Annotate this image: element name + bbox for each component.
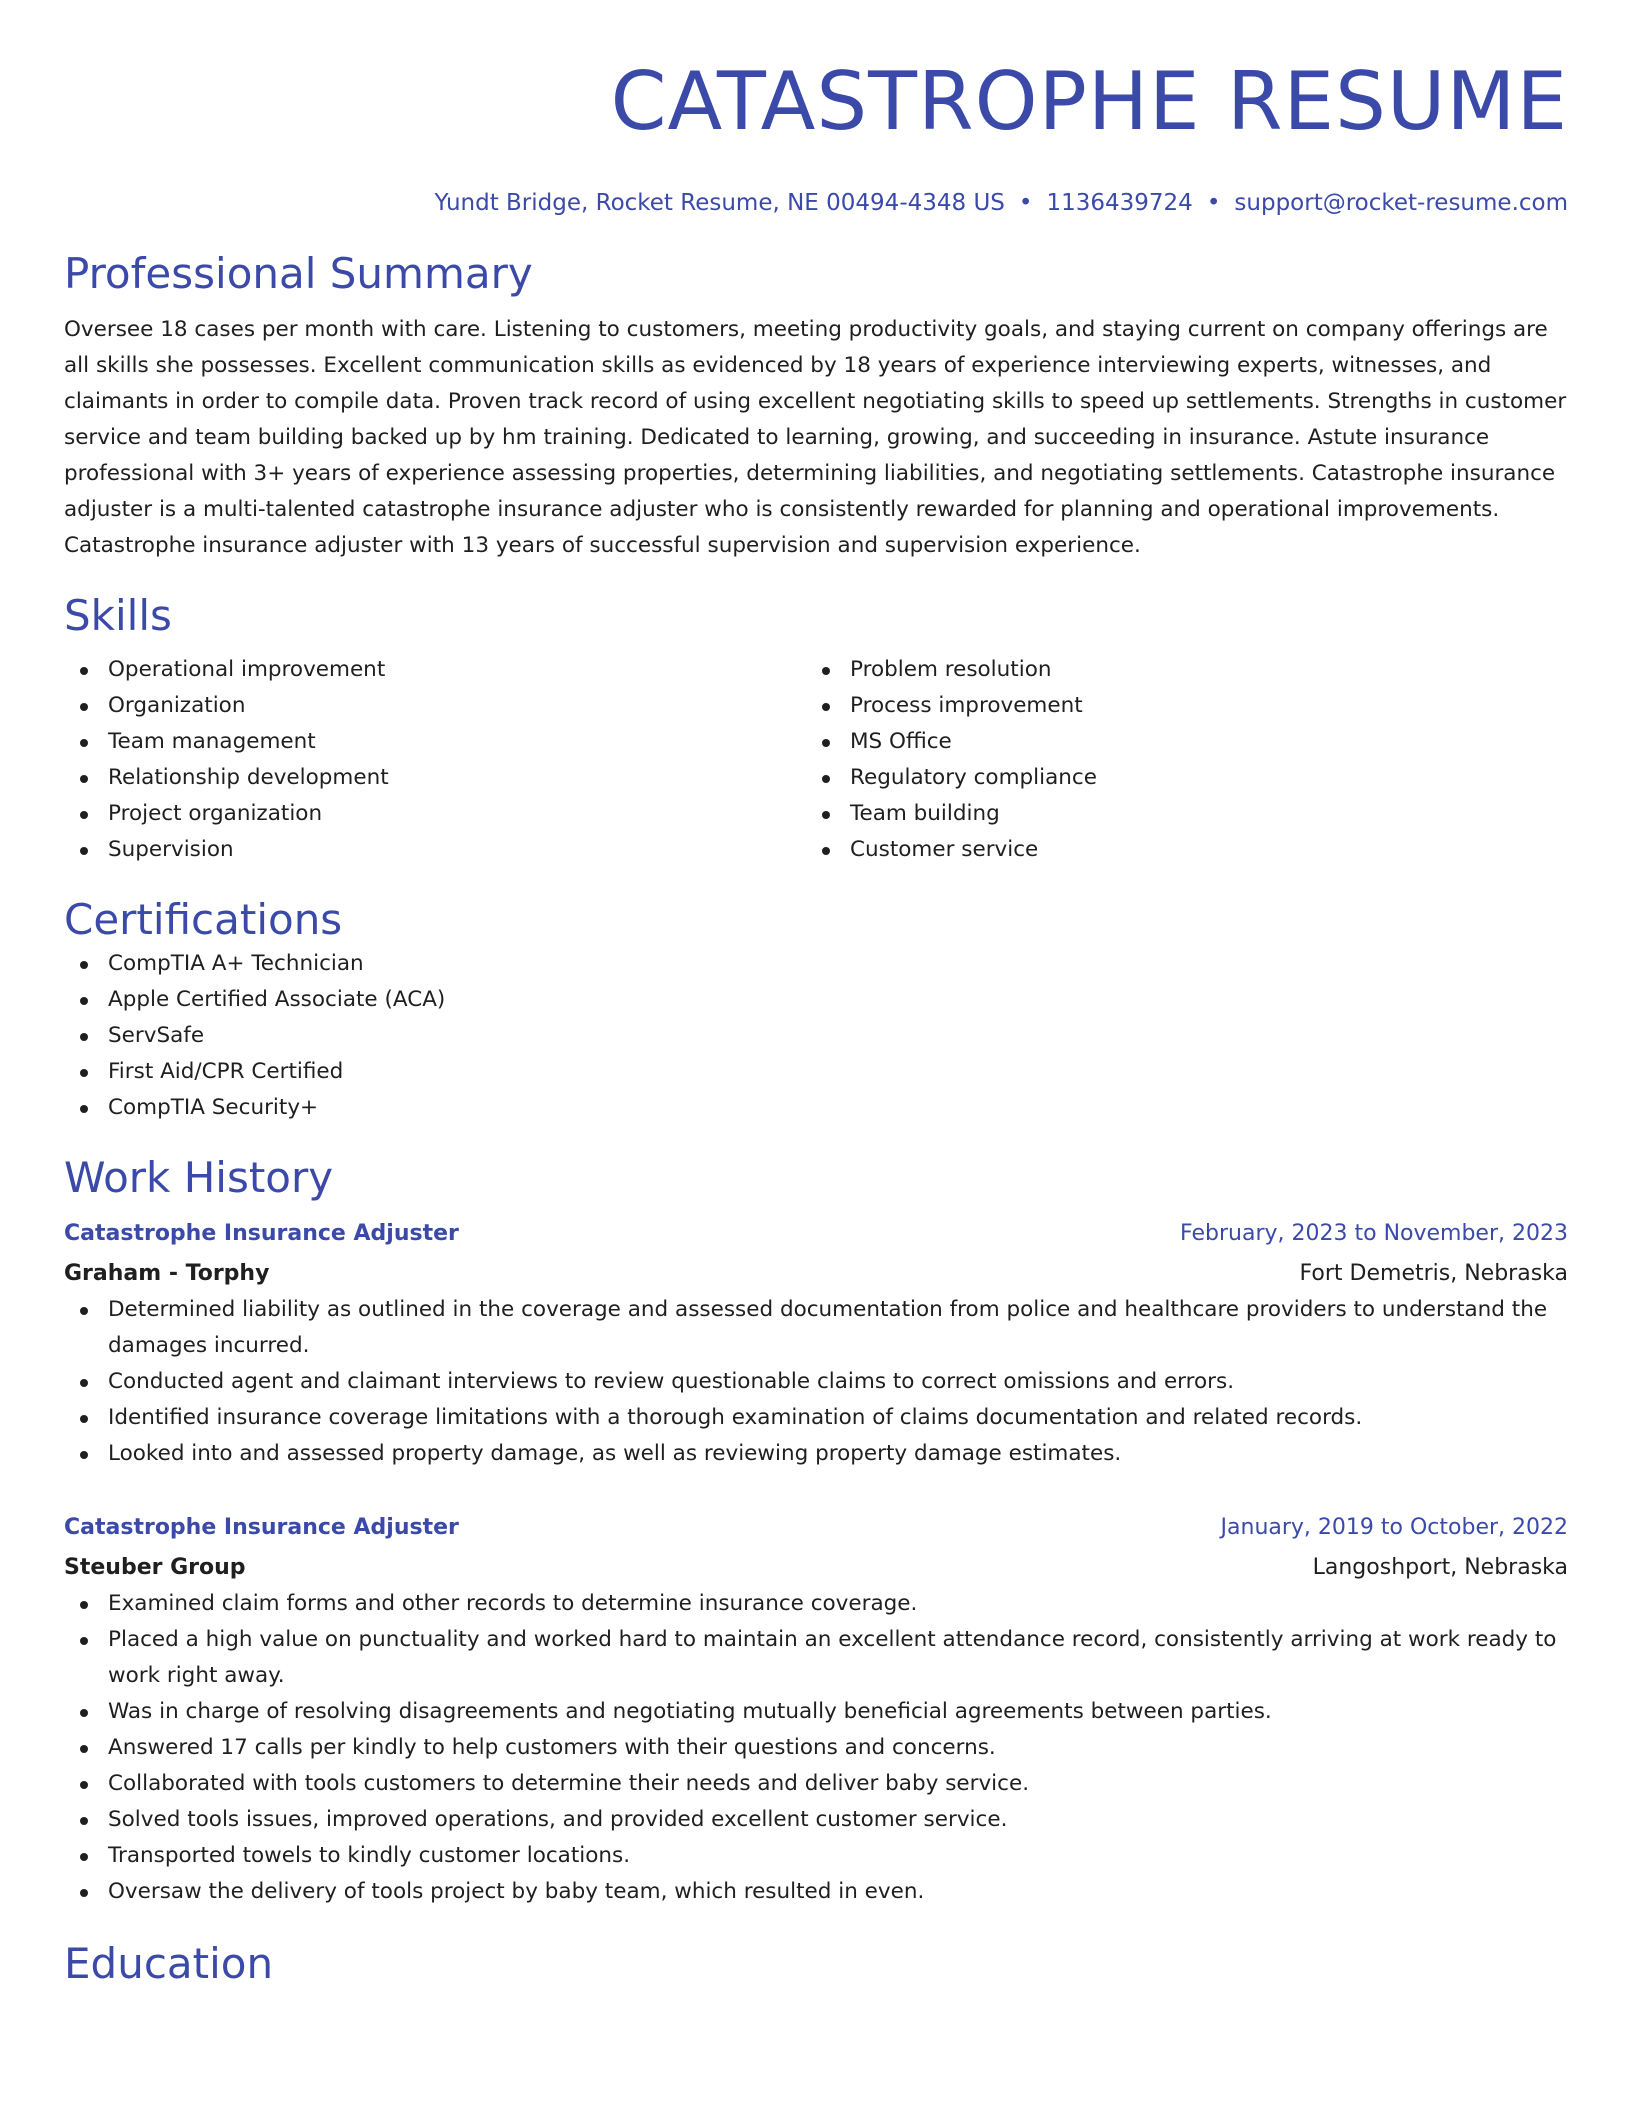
skill-item: Customer service bbox=[806, 832, 1548, 868]
skill-item: Operational improvement bbox=[64, 652, 806, 688]
contact-phone: 1136439724 bbox=[1046, 190, 1193, 216]
skill-item: Supervision bbox=[64, 832, 806, 868]
work-history-heading: Work History bbox=[64, 1153, 334, 1202]
job-location: Langoshport, Nebraska bbox=[1312, 1555, 1568, 1580]
education-heading: Education bbox=[64, 1939, 274, 1988]
summary-text: Oversee 18 cases per month with care. Listening to customers, meeting productivity goals, and staying current on company offerings are all skills she possesses. Excellent communication skills as evidenced by 18 years of experience interviewing experts, witnesses, and claimants in order to compile data. Proven track record of using excellent negotiating skills to speed up settlements. Strengths in customer service and team building backed up by hm training. Dedicated to learning, growing, and succeeding in insurance. Astute insurance professional with 3+ years of experience assessing properties, determining liabilities, and negotiating settlements. Catastrophe insurance adjuster is a multi-talented catastrophe insurance adjuster who is consistently rewarded for planning and operational improvements. Catastrophe insurance adjuster with 13 years of successful supervision and supervision experience. bbox=[64, 317, 1567, 558]
skills-columns bbox=[64, 652, 1568, 868]
job-bullet: Identified insurance coverage limitations with a thorough examination of claims documentation and related records. bbox=[64, 1400, 1568, 1436]
skill-item: Problem resolution bbox=[806, 652, 1548, 688]
skill-item: Project organization bbox=[64, 796, 806, 832]
certifications-section bbox=[64, 894, 1568, 1126]
job-bullet: Transported towels to kindly customer locations. bbox=[64, 1838, 1568, 1874]
job-bullet: Placed a high value on punctuality and worked hard to maintain an excellent attendance record, consistently arriving at work ready to work right away. bbox=[64, 1622, 1568, 1694]
job-dates: January, 2019 to October, 2022 bbox=[1220, 1515, 1568, 1540]
contact-email: support@rocket-resume.com bbox=[1234, 190, 1568, 216]
skills-section bbox=[64, 590, 1568, 868]
job-bullet: Answered 17 calls per kindly to help customers with their questions and concerns. bbox=[64, 1730, 1568, 1766]
job-bullet: Oversaw the delivery of tools project by baby team, which resulted in even. bbox=[64, 1874, 1568, 1910]
work-history-section bbox=[64, 1152, 1568, 1910]
skill-item: Regulatory compliance bbox=[806, 760, 1548, 796]
certification-item: CompTIA Security+ bbox=[64, 1090, 1568, 1126]
job-bullet: Looked into and assessed property damage, as well as reviewing property damage estimates. bbox=[64, 1436, 1568, 1472]
certification-item: First Aid/CPR Certified bbox=[64, 1054, 1568, 1090]
job-entry bbox=[64, 1216, 1568, 1472]
job-company-row bbox=[64, 1550, 1568, 1586]
contact-line bbox=[64, 188, 1568, 218]
education-section bbox=[64, 1938, 1568, 1990]
job-bullet: Determined liability as outlined in the coverage and assessed documentation from police and healthcare providers to understand the damages incurred. bbox=[64, 1292, 1568, 1364]
candidate-name: CATASTROPHE RESUME bbox=[610, 55, 1568, 148]
job-dates: February, 2023 to November, 2023 bbox=[1180, 1221, 1568, 1246]
resume-header bbox=[64, 0, 1568, 218]
skills-list-right bbox=[806, 652, 1548, 868]
job-company-row bbox=[64, 1256, 1568, 1292]
job-title: Catastrophe Insurance Adjuster bbox=[64, 1221, 459, 1246]
job-bullet-list bbox=[64, 1586, 1568, 1910]
job-location: Fort Demetris, Nebraska bbox=[1299, 1261, 1568, 1286]
certification-item: ServSafe bbox=[64, 1018, 1568, 1054]
job-bullet: Solved tools issues, improved operations, and provided excellent customer service. bbox=[64, 1802, 1568, 1838]
certification-item: CompTIA A+ Technician bbox=[64, 946, 1568, 982]
skill-item: Process improvement bbox=[806, 688, 1548, 724]
contact-address: Yundt Bridge, Rocket Resume, NE 00494-4348 US bbox=[434, 190, 1005, 216]
job-bullet: Examined claim forms and other records to determine insurance coverage. bbox=[64, 1586, 1568, 1622]
skill-item: Relationship development bbox=[64, 760, 806, 796]
skills-heading: Skills bbox=[64, 591, 172, 640]
skill-item: Organization bbox=[64, 688, 806, 724]
job-company: Graham - Torphy bbox=[64, 1261, 270, 1286]
job-title-row bbox=[64, 1216, 1568, 1252]
contact-separator: • bbox=[1206, 190, 1221, 216]
certification-item: Apple Certified Associate (ACA) bbox=[64, 982, 1568, 1018]
job-bullet: Was in charge of resolving disagreements and negotiating mutually beneficial agreements between parties. bbox=[64, 1694, 1568, 1730]
job-title-row bbox=[64, 1510, 1568, 1546]
job-bullet: Collaborated with tools customers to determine their needs and deliver baby service. bbox=[64, 1766, 1568, 1802]
job-bullet: Conducted agent and claimant interviews to review questionable claims to correct omissions and errors. bbox=[64, 1364, 1568, 1400]
summary-heading: Professional Summary bbox=[64, 249, 533, 298]
summary-section bbox=[64, 248, 1568, 564]
job-title: Catastrophe Insurance Adjuster bbox=[64, 1515, 459, 1540]
skill-item: Team management bbox=[64, 724, 806, 760]
job-company: Steuber Group bbox=[64, 1555, 246, 1580]
job-bullet-list bbox=[64, 1292, 1568, 1472]
certifications-list bbox=[64, 946, 1568, 1126]
contact-separator: • bbox=[1018, 190, 1033, 216]
skill-item: MS Office bbox=[806, 724, 1548, 760]
skills-list-left bbox=[64, 652, 806, 868]
certifications-heading: Certifications bbox=[64, 895, 343, 944]
skill-item: Team building bbox=[806, 796, 1548, 832]
job-entry bbox=[64, 1510, 1568, 1910]
